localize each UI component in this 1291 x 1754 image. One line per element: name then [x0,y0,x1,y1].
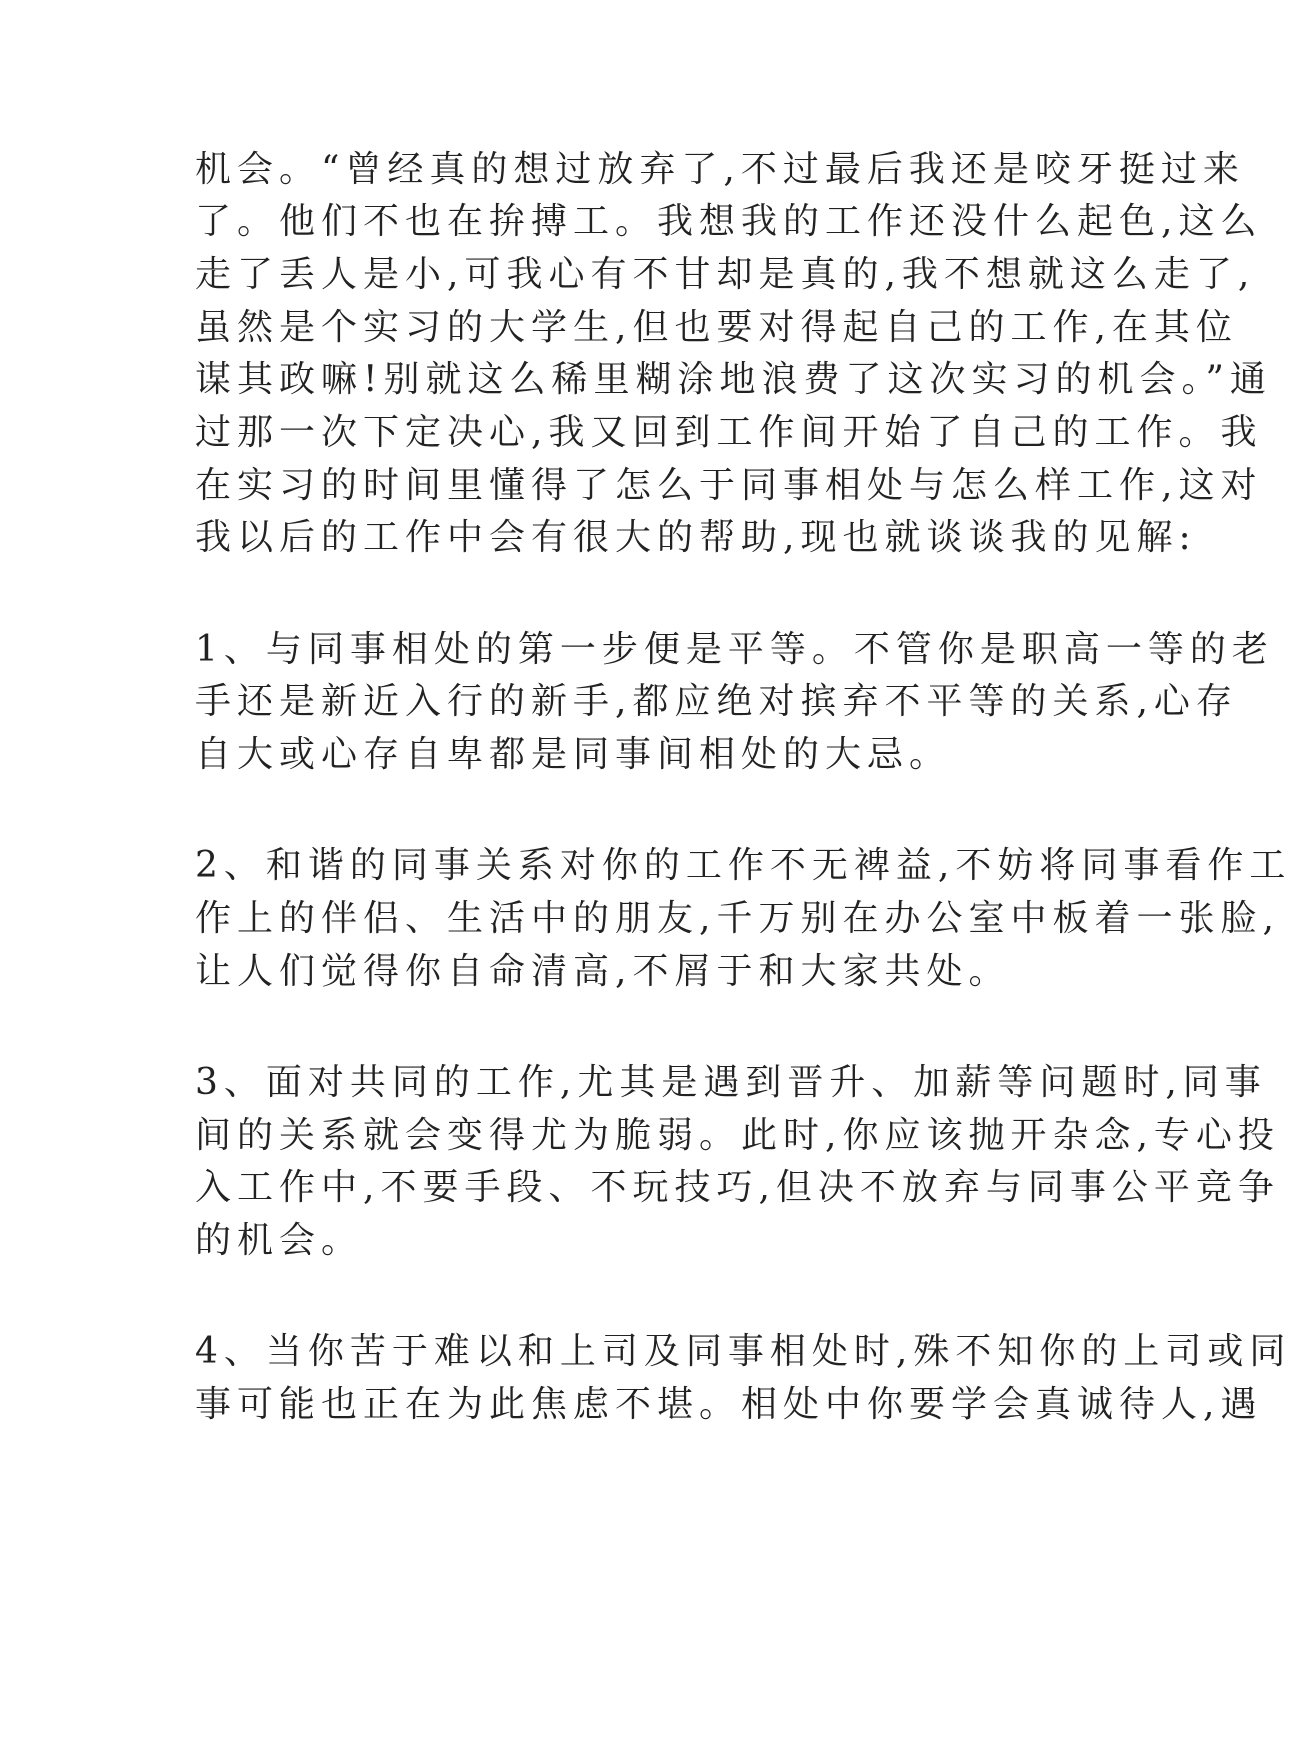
text-line: 我以后的工作中会有很大的帮助,现也就谈谈我的见解: [195,517,1197,558]
text-line: 1、与同事相处的第一步便是平等。不管你是职高一等的老 [195,629,1274,670]
text-line: 事可能也正在为此焦虑不堪。相处中你要学会真诚待人,遇 [195,1384,1263,1425]
text-line: 过那一次下定决心,我又回到工作间开始了自己的工作。我 [195,412,1263,453]
text-line: 作上的伴侣、生活中的朋友,千万别在办公室中板着一张脸, [195,898,1280,939]
text-line: 走了丢人是小,可我心有不甘却是真的,我不想就这么走了, [195,254,1256,295]
text-line: 谋其政嘛!别就这么稀里糊涂地浪费了这次实习的机会。”通 [195,359,1272,400]
text-line: 4、当你苦于难以和上司及同事相处时,殊不知你的上司或同 [195,1331,1291,1372]
text-line: 了。他们不也在拚搏工。我想我的工作还没什么起色,这么 [195,201,1263,242]
text-line: 在实习的时间里懂得了怎么于同事相处与怎么样工作,这对 [195,465,1263,506]
text-line: 手还是新近入行的新手,都应绝对摈弃不平等的关系,心存 [195,681,1238,722]
text-line: 间的关系就会变得尤为脆弱。此时,你应该抛开杂念,专心投 [195,1115,1280,1156]
text-line: 的机会。 [195,1220,364,1261]
text-line: 自大或心存自卑都是同事间相处的大忌。 [195,734,952,775]
text-line: 3、面对共同的工作,尤其是遇到晋升、加薪等问题时,同事 [195,1062,1267,1103]
text-line: 机会。“曾经真的想过放弃了,不过最后我还是咬牙挺过来 [195,149,1245,190]
text-line: 让人们觉得你自命清高,不屑于和大家共处。 [195,951,1011,992]
text-line: 入工作中,不要手段、不玩技巧,但决不放弃与同事公平竞争 [195,1167,1280,1208]
text-line: 虽然是个实习的大学生,但也要对得起自己的工作,在其位 [195,307,1238,348]
text-line: 2、和谐的同事关系对你的工作不无裨益,不妨将同事看作工 [195,845,1291,886]
